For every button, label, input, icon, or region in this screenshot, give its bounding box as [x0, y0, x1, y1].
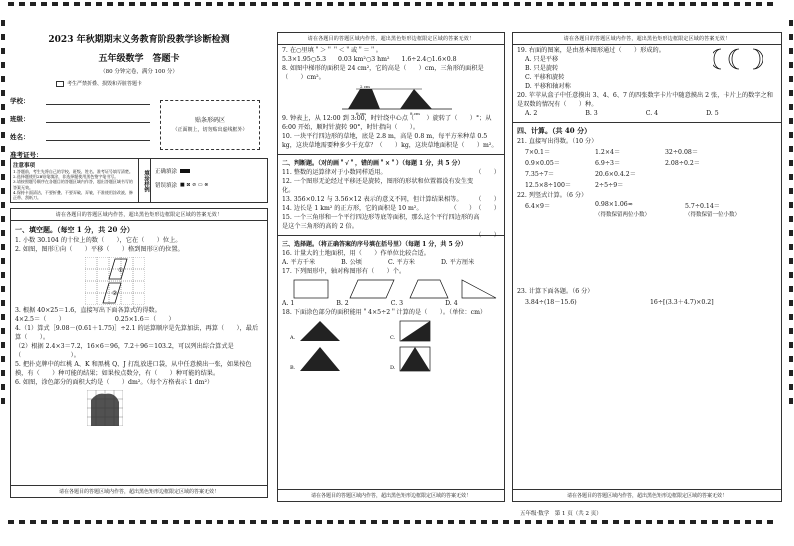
answer-area-banner: 请在各题目的答题区域内作答，超出黑色矩形边框限定区域的答案无效！ — [278, 33, 504, 45]
q23-item: 3.84÷(18－15.6) — [525, 298, 577, 306]
question-11: 11. 整数的运算律对于小数同样适用。 （ ） — [282, 168, 500, 176]
question-10: 10. 一块平行四边形的草地，底是 2.8 m，高是 0.8 m，每平方米种草 0.5 kg，这块草地需要种多少千克草？（ ）kg，这块草地面积是（ ）m²。 — [282, 132, 498, 149]
name-field[interactable]: 姓名： — [10, 132, 150, 141]
q17-option-a: A. 1 — [282, 299, 295, 307]
q17-shapes — [290, 278, 500, 300]
q17-option-c: C. 3 — [390, 299, 404, 307]
q21-item: 0.9×0.05＝ — [525, 159, 560, 167]
warning-box — [56, 81, 64, 87]
q21-item: 20.6×0.4.2＝ — [595, 170, 636, 178]
q21-items — [517, 147, 777, 189]
question-1: 1. 小数 30.104 的十位上的数（ ），它在（ ）位上。 — [15, 237, 182, 244]
question-7-item-2: 0.03 km²○3 hm² — [338, 55, 390, 63]
q19-option-c: C. 平移和旋转 — [525, 73, 565, 81]
svg-text:B.: B. — [290, 364, 296, 371]
q16-option-d: D. 平方厘米 — [440, 258, 475, 266]
q19-option-b: B. 只是旋转 — [525, 64, 559, 72]
right-timing-marks — [789, 20, 793, 404]
q22-item: 6.4×9＝ — [525, 202, 551, 210]
answer-area-footer: 请在各题目的答题区域内作答，超出黑色矩形边框限定区域的答案无效！ — [11, 485, 267, 497]
correct-fill: 正确填涂 — [155, 167, 263, 175]
question-13: 13. 356×0.12 与 3.56×12 表示的意义不同，但计算结果相等。 （ ） — [282, 195, 500, 212]
fill-in-section — [10, 208, 268, 498]
notice-1: 1.答题前，考生先将自己的学校、班级、姓名、准考证号填写清楚。 — [13, 169, 133, 174]
notice-4: 4.保持卡面清洁，不要折叠、不要弄破、弄皱，不准使用涂改液、修正带、刮纸刀。 — [13, 189, 133, 200]
school-field[interactable]: 学校： — [10, 96, 150, 105]
question-3: 3. 根据 40×25＝1.6，直接写出下面各算式的得数。 — [15, 306, 161, 314]
answer-area-banner: 请在各题目的答题区域内作答，超出黑色矩形边框限定区域的答案无效！ — [11, 209, 267, 221]
q20-option-b: B. 3 — [585, 109, 598, 117]
question-16: 16. 计量大的土地面积，用（ ）作单位比较合适。 — [282, 249, 430, 257]
question-19: 19. 右面的图案，是由基本图形通过（ ）形成的。 — [517, 47, 665, 54]
question-21: 21. 直接写出得数。（10 分） — [517, 137, 598, 145]
question-22: 22. 列竖式计算。（6 分） — [517, 191, 588, 199]
trapezoid-figure — [342, 85, 452, 115]
answer-area-footer: 请在各题目的答题区域内作答，超出黑色矩形边框限定区域的答案无效！ — [513, 489, 781, 501]
q17-option-d: D. 4 — [445, 299, 458, 307]
q17-option-b: B. 2 — [336, 299, 349, 307]
q16-option-c: C. 平方米 — [387, 258, 415, 266]
question-9: 9. 钟表上，从 12:00 到 3:00，时针绕中心点（ ）旋转了（ ）°；从 6:00 开始，顺时针旋转 90°，时针指向（ ）。 — [282, 114, 492, 131]
section-2-title: 二、判断题。（对的画＂√＂，错的画＂×＂）（每题 1 分，共 5 分） — [282, 159, 464, 167]
column-2 — [277, 32, 505, 502]
svg-text:C.: C. — [390, 334, 396, 341]
svg-text:D.: D. — [390, 364, 396, 371]
question-15: 15. 一个三角形和一个平行四边形等底等面积，那么这个平行四边形的高是这个三角形的高的 2 倍。 （ ） — [282, 213, 500, 239]
question-17: 17. 下列图形中，轴对称图形有（ ）个。 — [282, 267, 406, 275]
bottom-timing-marks — [8, 520, 773, 524]
barcode-area — [160, 100, 260, 150]
question-5: 5. 把扑克牌中的红桃 A、K 和黑桃 Q、J 打乱放进口袋，从中任意摸出一张，如果按色摸，有（ ）种可能的结果；如果按点数分，有（ ）种可能的结果。 — [15, 360, 252, 377]
answer-area-banner: 请在各题目的答题区域内作答，超出黑色矩形边框限定区域的答案无效！ — [513, 33, 781, 45]
question-3a: 4×2.5＝（ ） — [15, 315, 65, 323]
question-3b: 0.25×1.6＝（ ） — [114, 315, 175, 323]
warning-line — [56, 80, 268, 87]
student-info — [10, 96, 150, 159]
shaded-area-grid — [87, 390, 123, 426]
column-1 — [10, 10, 268, 510]
exam-note: （80 分钟完卷，满分 100 分） — [100, 69, 178, 75]
q21-item: 7.35÷7＝ — [525, 170, 555, 178]
q21-item: 12.5×8÷100＝ — [525, 181, 572, 189]
q23-items — [517, 297, 777, 306]
left-timing-marks — [1, 20, 5, 404]
question-6: 6. 如图，涂色部分的面积大约是（ ）dm²。（每个方格表示 1 dm²） — [15, 378, 214, 386]
svg-text:2 cm: 2 cm — [360, 84, 370, 89]
warning-text: 考生严禁折叠、损毁和弄脏答题卡 — [67, 81, 143, 87]
barcode-label: 贴条形码区 — [194, 117, 225, 124]
section-4-title: 四、计算。（共 40 分） — [517, 125, 592, 135]
question-23: 23. 计算下面各题。（6 分） — [517, 287, 594, 295]
q21-item: 32÷0.08＝ — [665, 148, 699, 156]
question-7-item-1: 5.3×1.95○5.3 — [282, 55, 327, 63]
notice-title: 注意事项 — [13, 163, 36, 169]
q18-shapes — [290, 319, 500, 373]
question-7-item-3: 1.6÷2.4○1.6×0.8 — [401, 55, 457, 63]
q22-note: （得数保留一位小数） — [685, 211, 741, 218]
q19-option-a: A. 只是平移 — [525, 55, 559, 63]
q21-item: 1.2×4＝ — [595, 148, 621, 156]
wrong-fill: 错误填涂 ■ ⊠ ⊘ ▭ ⊗ — [155, 182, 209, 189]
svg-text:6 cm: 6 cm — [356, 110, 366, 115]
q23-item: 16÷[(3.3＋4.7)×0.2] — [650, 298, 714, 306]
question-18: 18. 下面涂色部分的面积能用＂4×5÷2＂计算的是（ ）。（单位：cm） — [282, 308, 487, 316]
q22-work-area[interactable] — [517, 218, 777, 288]
q16-option-a: A. 平方千米 — [282, 258, 316, 266]
question-12: 12. 一个图形无论经过平移还是旋转，图形的形状和位置都没有发生变化。 （ ） — [282, 177, 500, 203]
page-footer: 五年级·数学 第 1 页（共 2 页） — [520, 511, 602, 517]
exam-subtitle: 五年级数学 答题卡 — [98, 54, 180, 64]
svg-text:②: ② — [112, 289, 118, 297]
question-4b: （2）根据 2.4×3＝7.2，16×6＝96，7.2＋96＝103.2，可以列出综合算式是（ ）。 — [15, 342, 234, 359]
q21-item: 7×0.1＝ — [525, 148, 551, 156]
q22-item: 5.7÷0.14＝ — [685, 202, 720, 210]
exam-title: 2023 年秋期期末义务教育阶段教学诊断检测 — [48, 35, 230, 45]
section-3-title: 三、选择题。（将正确答案的序号填在括号里）（每题 1 分，共 5 分） — [282, 240, 467, 248]
svg-text:A.: A. — [290, 334, 296, 341]
q21-item: 6.9÷3＝ — [595, 159, 621, 167]
q20-option-c: C. 4 — [645, 109, 659, 117]
class-field[interactable]: 班级： — [10, 114, 150, 123]
moon-pattern-icon — [713, 47, 763, 71]
notice-box — [10, 158, 268, 203]
q20-option-a: A. 2 — [525, 109, 538, 117]
q19-option-d: D. 平移和轴对称 — [525, 82, 571, 90]
q21-item: 2÷5÷9＝ — [595, 181, 624, 189]
column-3 — [512, 32, 782, 502]
question-4: 4.（1）算式［9.08－(0.61＋1.75)］÷2.1 的运算顺序是先算加法，再算（ ），最后算（ ）。 — [15, 324, 259, 341]
q21-item: 2.08÷0.2＝ — [665, 159, 700, 167]
section-1-title: 一、填空题。（每空 1 分，共 20 分） — [15, 225, 134, 234]
answer-area-footer: 请在各题目的答题区域内作答，超出黑色矩形边框限定区域的答案无效！ — [278, 489, 504, 501]
q22-note: （得数保留两位小数） — [595, 211, 651, 218]
top-timing-marks — [8, 2, 773, 6]
translation-grid — [85, 257, 145, 305]
svg-text:①: ① — [118, 266, 124, 274]
q20-option-d: D. 5 — [706, 109, 719, 117]
question-2: 2. 如图，图形①向（ ）平移（ ）格到图形②的位置。 — [15, 245, 184, 253]
question-14: 14. 边长是 1 km² 的正方形，它的面积是 10 m²。 （ ） — [282, 204, 476, 212]
notice-2: 2.选择题使用2B铅笔填涂，非选择题使用黑色签字笔书写。 — [13, 174, 119, 180]
barcode-note: （正面朝上，切勿贴出虚线框外） — [172, 127, 248, 133]
exam-number-field[interactable]: 准考证号： — [10, 150, 150, 159]
svg-text:8 cm: 8 cm — [410, 110, 420, 115]
question-8: 8. 如图中梯形的面积是 24 cm²，它的高是（ ）cm，三角形的面积是（ ）cm²。 — [282, 64, 484, 81]
q16-option-b: B. 公顷 — [341, 258, 362, 266]
fill-sample-label: 填涂样例 — [139, 159, 151, 202]
q22-items — [517, 201, 777, 218]
question-20: 20. 苹苹从盒子中任意摸出 3、4、6、7 的四张数字卡片中随意摸出 2 张，卡片上的数字之和是双数的情况有（ ）种。 — [517, 91, 773, 108]
notice-3: 3.请按照题号顺序在各题目的答题区域内作答，超出答题区域书写的答案无效。 — [13, 179, 133, 190]
question-7: 7. 在○里填＂＞＂＂＜＂或＂＝＂。 — [282, 47, 382, 54]
q22-item: 0.98×1.06≈ — [595, 200, 633, 208]
